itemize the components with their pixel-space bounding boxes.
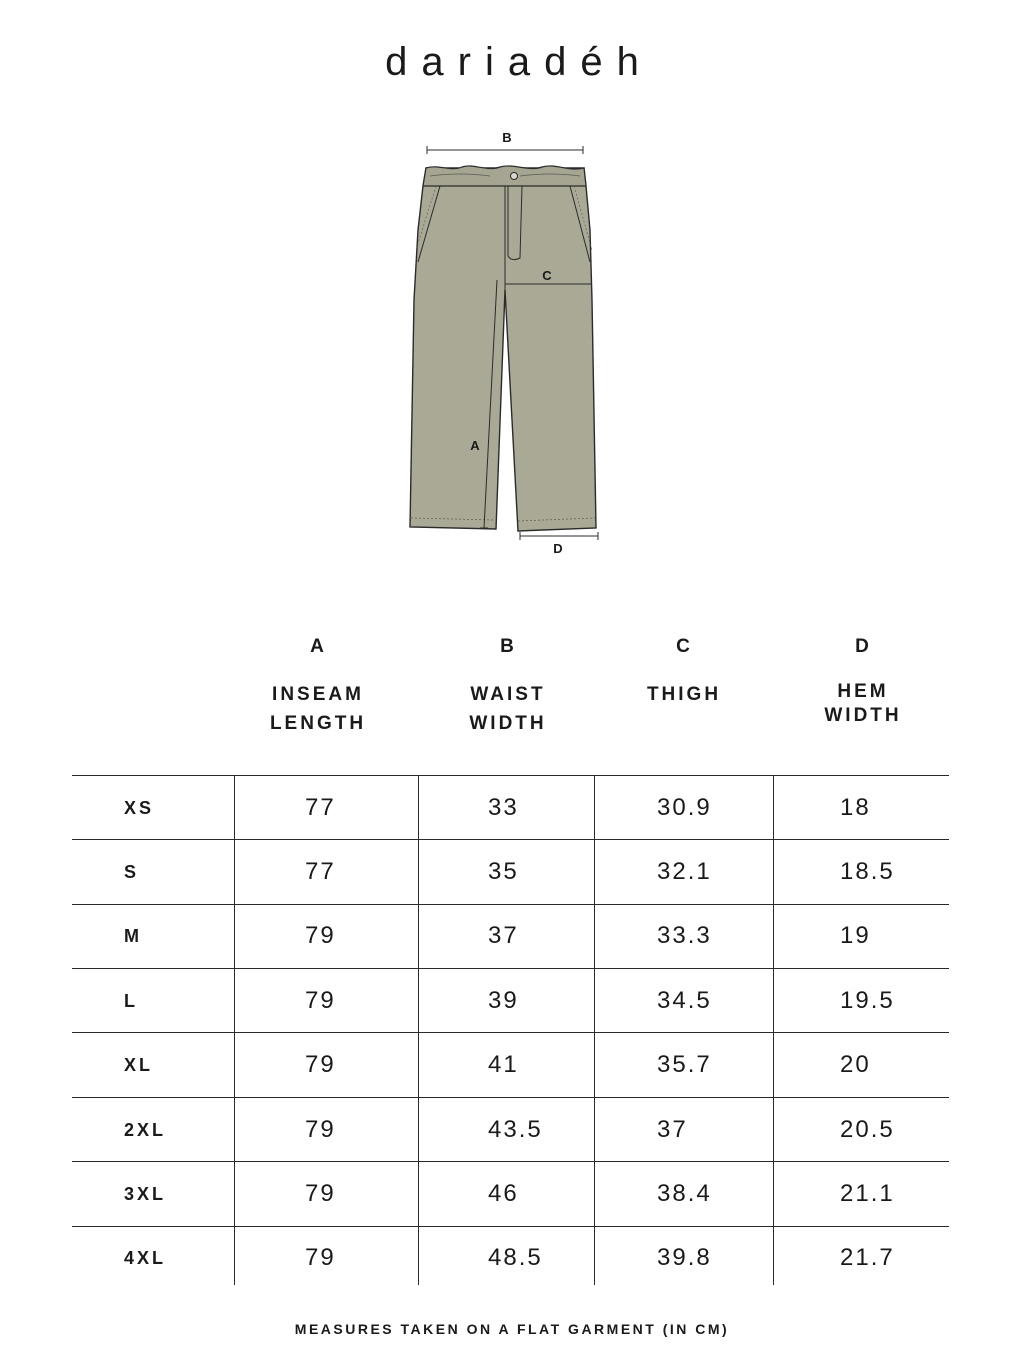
hem-value: 21.7 bbox=[840, 1244, 895, 1271]
size-label: M bbox=[124, 926, 142, 946]
waist-value: 43.5 bbox=[488, 1116, 543, 1143]
inseam-value: 79 bbox=[305, 987, 336, 1014]
size-label: 4XL bbox=[124, 1248, 167, 1268]
table-rule bbox=[72, 1161, 949, 1162]
table-column-divider bbox=[418, 775, 419, 1285]
label-b: B bbox=[502, 130, 512, 145]
inseam-value: 79 bbox=[305, 1180, 336, 1207]
inseam-value: 79 bbox=[305, 1116, 336, 1143]
waist-value: 48.5 bbox=[488, 1244, 543, 1271]
thigh-value: 39.8 bbox=[657, 1244, 712, 1271]
table-column-divider bbox=[234, 775, 235, 1285]
column-letter: A bbox=[310, 636, 326, 657]
waist-value: 33 bbox=[488, 794, 519, 821]
hem-value: 20.5 bbox=[840, 1116, 895, 1143]
table-rule bbox=[72, 775, 949, 776]
size-label: XL bbox=[124, 1055, 154, 1075]
inseam-value: 79 bbox=[305, 922, 336, 949]
waist-value: 35 bbox=[488, 858, 519, 885]
column-header-inseam bbox=[228, 636, 408, 738]
waist-value: 46 bbox=[488, 1180, 519, 1207]
column-name bbox=[228, 680, 408, 738]
pants-shape bbox=[410, 166, 596, 531]
table-rule bbox=[72, 1097, 949, 1098]
column-name bbox=[418, 680, 598, 738]
inseam-value: 77 bbox=[305, 858, 336, 885]
size-label: 3XL bbox=[124, 1184, 167, 1204]
hem-value: 19 bbox=[840, 922, 871, 949]
thigh-value: 35.7 bbox=[657, 1051, 712, 1078]
column-name-line: WIDTH bbox=[824, 705, 902, 726]
column-name bbox=[773, 680, 953, 728]
waist-value: 37 bbox=[488, 922, 519, 949]
hem-value: 20 bbox=[840, 1051, 871, 1078]
column-letter: D bbox=[855, 636, 871, 657]
table-rule bbox=[72, 904, 949, 905]
label-a: A bbox=[470, 438, 480, 453]
column-name-line: INSEAM bbox=[272, 684, 364, 705]
column-name-line: HEM bbox=[837, 681, 889, 702]
measurement-note: MEASURES TAKEN ON A FLAT GARMENT (IN CM) bbox=[294, 1321, 730, 1337]
label-c: C bbox=[542, 268, 552, 283]
thigh-value: 34.5 bbox=[657, 987, 712, 1014]
column-name-line: WIDTH bbox=[469, 713, 547, 734]
inseam-value: 79 bbox=[305, 1051, 336, 1078]
size-label: S bbox=[124, 862, 140, 882]
column-name-line: WAIST bbox=[470, 684, 546, 705]
size-label: L bbox=[124, 991, 138, 1011]
column-header-thigh bbox=[594, 636, 774, 709]
thigh-value: 30.9 bbox=[657, 794, 712, 821]
table-rule bbox=[72, 968, 949, 969]
waist-value: 41 bbox=[488, 1051, 519, 1078]
thigh-value: 33.3 bbox=[657, 922, 712, 949]
column-letter: C bbox=[676, 636, 692, 657]
column-header-hem bbox=[773, 636, 953, 728]
inseam-value: 79 bbox=[305, 1244, 336, 1271]
hem-value: 21.1 bbox=[840, 1180, 895, 1207]
column-letter: B bbox=[500, 636, 516, 657]
table-rule bbox=[72, 1032, 949, 1033]
column-name-line: LENGTH bbox=[269, 713, 367, 734]
table-column-divider bbox=[773, 775, 774, 1285]
brand-logo: dariadéh bbox=[385, 40, 653, 84]
pants-diagram bbox=[0, 120, 1024, 570]
hem-value: 19.5 bbox=[840, 987, 895, 1014]
table-column-divider bbox=[594, 775, 595, 1285]
column-header-waist bbox=[418, 636, 598, 738]
thigh-value: 37 bbox=[657, 1116, 688, 1143]
hem-value: 18 bbox=[840, 794, 871, 821]
hem-value: 18.5 bbox=[840, 858, 895, 885]
table-rule bbox=[72, 839, 949, 840]
inseam-value: 77 bbox=[305, 794, 336, 821]
column-name-line: THIGH bbox=[646, 684, 722, 705]
hem-measure-line bbox=[520, 532, 598, 540]
size-label: 2XL bbox=[124, 1120, 167, 1140]
thigh-value: 32.1 bbox=[657, 858, 712, 885]
waist-measure-line bbox=[427, 146, 583, 154]
column-name bbox=[594, 680, 774, 709]
label-d: D bbox=[553, 541, 563, 556]
waist-value: 39 bbox=[488, 987, 519, 1014]
thigh-value: 38.4 bbox=[657, 1180, 712, 1207]
table-rule bbox=[72, 1226, 949, 1227]
size-label: XS bbox=[124, 798, 155, 818]
